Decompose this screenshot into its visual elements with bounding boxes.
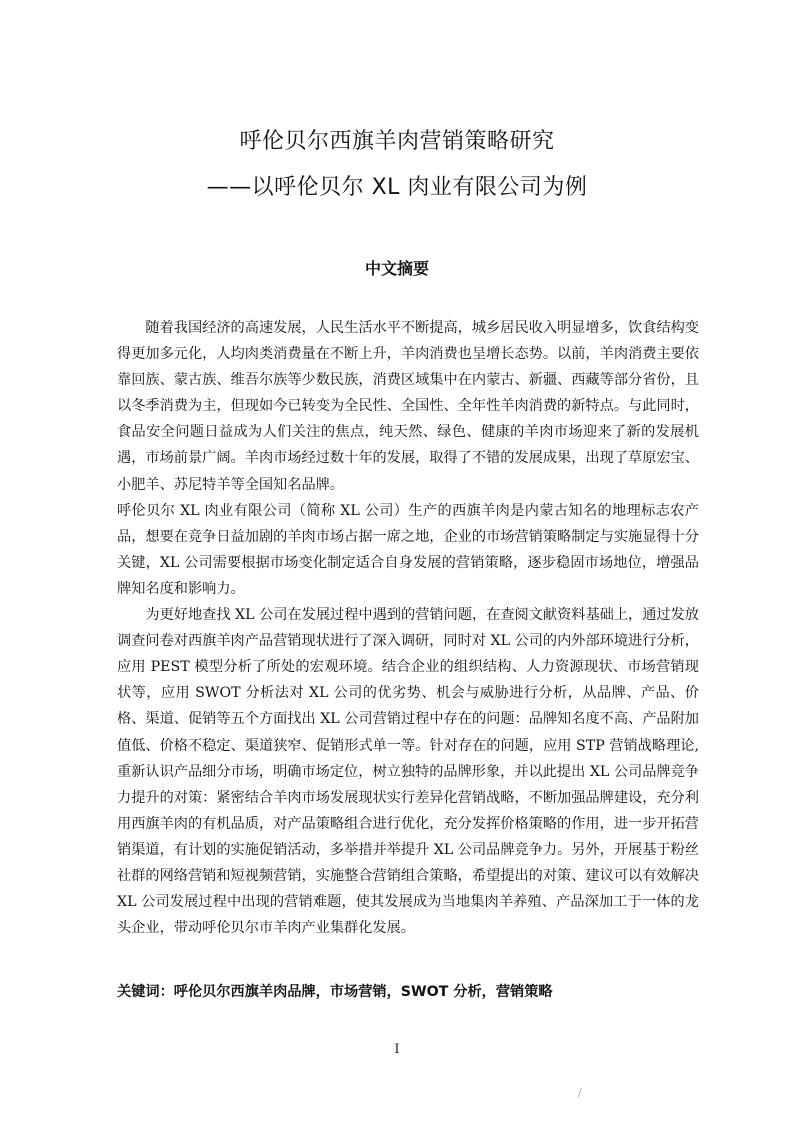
keywords-line: 关键词：呼伦贝尔西旗羊肉品牌，市场营销，SWOT 分析，营销策略 bbox=[117, 984, 553, 1000]
abstract-paragraph-2: 呼伦贝尔 XL 肉业有限公司（简称 XL 公司）生产的西旗羊肉是内蒙古知名的地理标志农产品，想要在竞争日益加剧的羊肉市场占据一席之地，企业的市场营销策略制定与实施显得十分关键，XL 公司需要根据市场变化制定适合自身发展的营销策略，逐步稳固市场地位，增强品牌知名度和影响力。 bbox=[117, 502, 699, 597]
paper-subtitle: ——以呼伦贝尔 XL 肉业有限公司为例 bbox=[206, 175, 588, 200]
paper-title: 呼伦贝尔西旗羊肉营销策略研究 bbox=[239, 129, 555, 154]
abstract-paragraph-3: 为更好地查找 XL 公司在发展过程中遇到的营销问题，在查阅文献资料基础上，通过发放调查问卷对西旗羊肉产品营销现状进行了深入调研，同时对 XL 公司的内外部环境进行分析，应用 PEST 模型分析了所处的宏观环境。结合企业的组织结构、人力资源现状、市场营销现状等，应用 SWOT 分析法对 XL 公司的优劣势、机会与威胁进行分析，从品牌、产品、价格、渠道、促销等五个方面找出 XL 公司营销过程中存在的问题：品牌知名度不高、产品附加值低、价格不稳定、渠道狭窄、促销形式单一等。针对存在的问题，应用 STP 营销战略理论, 重新认识产品细分市场，明确市场定位，树立独特的品牌形象，并以此提出 XL 公司品牌竞争力提升的对策：紧密结合羊肉市场发展现状实行差异化营销战略，不断加强品牌建设，充分利用西旗羊肉的有机品质，对产品策略组合进行优化，充分发挥价格策略的作用，进一步开拓营销渠道，有计划的实施促销活动，多举措并举提升 XL 公司品牌竞争力。另外，开展基于粉丝社群的网络营销和短视频营销，实施整合营销组合策略，希望提出的对策、建议可以有效解决 XL 公司发展过程中出现的营销难题，使其发展成为当地集肉羊养殖、产品深加工于一体的龙头企业，带动呼伦贝尔市羊肉产业集群化发展。 bbox=[117, 607, 699, 937]
abstract-heading: 中文摘要 bbox=[364, 259, 429, 278]
abstract-paragraph-1: 随着我国经济的高速发展，人民生活水平不断提高，城乡居民收入明显增多，饮食结构变得更加多元化，人均肉类消费量在不断上升，羊肉消费也呈增长态势。以前，羊肉消费主要依靠回族、蒙古族、维吾尔族等少数民族，消费区域集中在内蒙古、新疆、西藏等部分省份，且以冬季消费为主，但现如今已转变为全民性、全国性、全年性羊肉消费的新特点。与此同时，食品安全问题日益成为人们关注的焦点，纯天然、绿色、健康的羊肉市场迎来了新的发展机遇，市场前景广阔。羊肉市场经过数十年的发展，取得了不错的发展成果，出现了草原宏宝、小肥羊、苏尼特羊等全国知名品牌。 bbox=[117, 320, 699, 493]
page-number: I bbox=[394, 1042, 400, 1057]
corner-mark: / bbox=[578, 1086, 582, 1099]
abstract-body bbox=[117, 315, 699, 941]
